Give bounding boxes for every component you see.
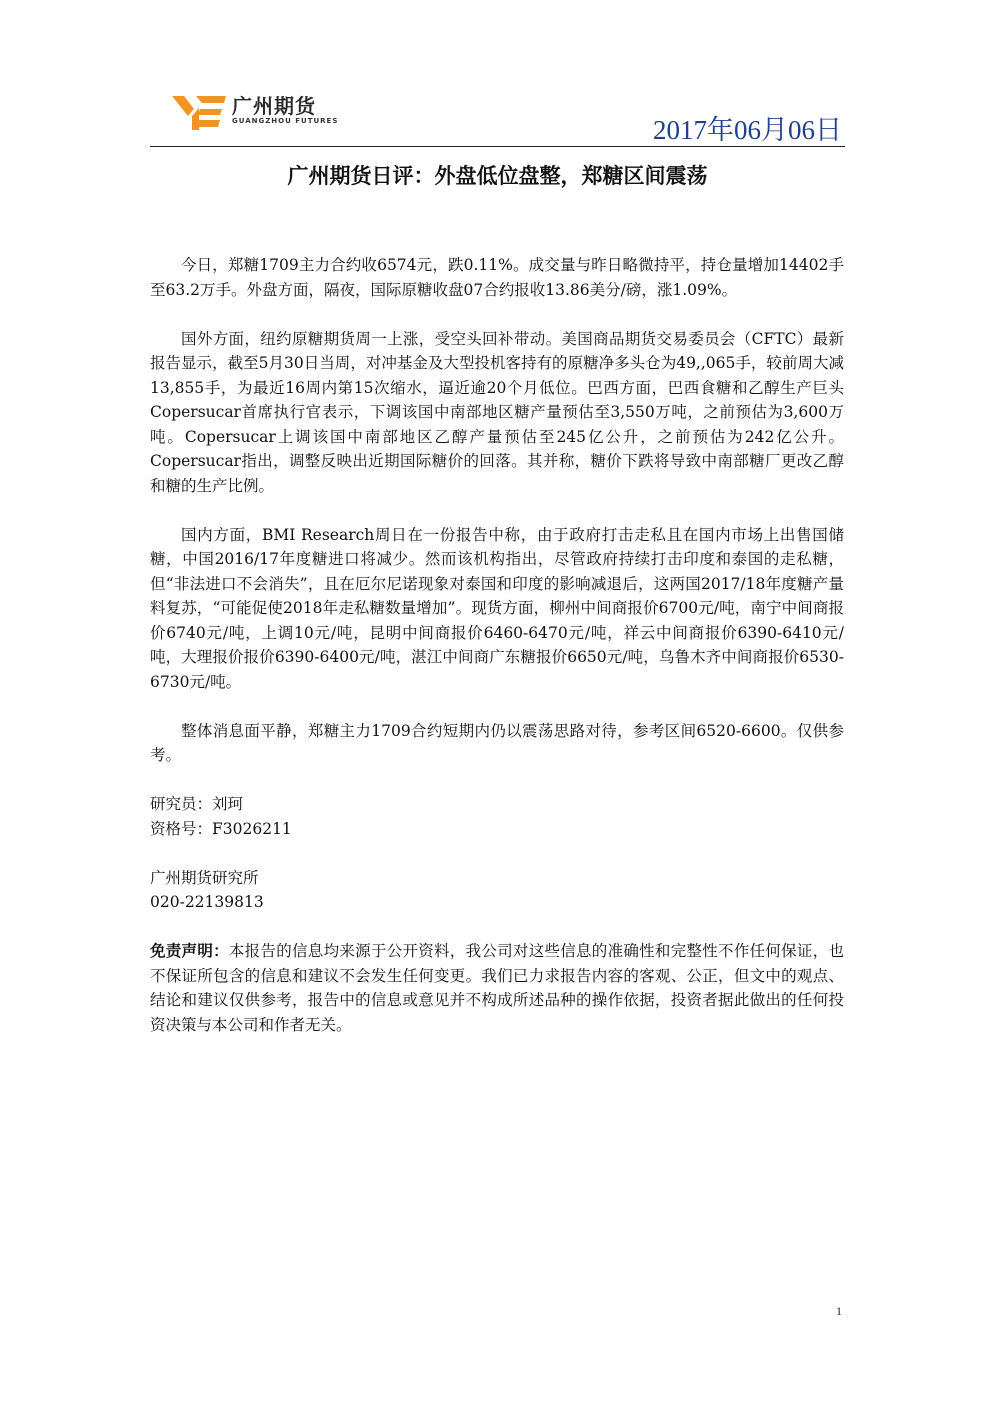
institute-phone: 020-22139813 [150, 893, 264, 911]
page-number: 1 [836, 1304, 842, 1318]
paragraph-market-summary: 今日，郑糖1709主力合约收6574元，跌0.11%。成交量与昨日略微持平，持仓量增加14402手至63.2万手。外盘方面，隔夜，国际原糖收盘07合约报收13.86美分/磅，涨1.09%。 [150, 256, 844, 299]
researcher-license: 资格号：F3026211 [150, 819, 292, 838]
paragraph-overseas: 国外方面，纽约原糖期货周一上涨，受空头回补带动。美国商品期货交易委员会（CFTC）最新报告显示，截至5月30日当周，对冲基金及大型投机客持有的原糖净多头仓为49,,065手，较前周大减13,855手，为最近16周内第15次缩水，逼近逾20个月低位。巴西方面，巴西食糖和乙醇生产巨头Copersucar首席执行官表示，下调该国中南部地区糖产量预估至3,550万吨，之前预估为3,600万吨。Copersucar上调该国中南部地区乙醇产量预估至245亿公升，之前预估为242亿公升。Copersucar指出，调整反映出近期国际糖价的回落。其并称，糖价下跌将导致中南部糖厂更改乙醇和糖的生产比例。 [150, 329, 844, 495]
disclaimer-label: 免责声明： [150, 942, 229, 960]
logo-chinese-text: 广州期货 [232, 94, 316, 118]
disclaimer [150, 939, 844, 1037]
company-logo [172, 88, 372, 132]
paragraph-outlook: 整体消息面平静，郑糖主力1709合约短期内仍以震荡思路对待，参考区间6520-6600。仅供参考。 [150, 721, 844, 764]
disclaimer-text: 本报告的信息均来源于公开资料，我公司对这些信息的准确性和完整性不作任何保证，也不保证所包含的信息和建议不会发生任何变更。我们已力求报告内容的客观、公正，但文中的观点、结论和建议仅供参考，报告中的信息或意见并不构成所述品种的操作依据，投资者据此做出的任何投资决策与本公司和作者无关。 [150, 942, 844, 1034]
report-title: 广州期货日评：外盘低位盘整，郑糖区间震荡 [287, 164, 708, 188]
report-body [150, 253, 844, 1037]
page-header [150, 84, 844, 148]
header-divider [150, 146, 845, 147]
institute-name: 广州期货研究所 [150, 868, 259, 887]
paragraph-domestic: 国内方面，BMI Research周日在一份报告中称，由于政府打击走私且在国内市场上出售国储糖，中国2016/17年度糖进口将减少。然而该机构指出，尽管政府持续打击印度和泰国的走私糖，但“非法进口不会消失”，且在厄尔尼诺现象对泰国和印度的影响减退后，这两国2017/18年度糖产量料复苏，“可能促使2018年走私糖数量增加”。现货方面，柳州中间商报价6700元/吨，南宁中间商报价6740元/吨，上调10元/吨，昆明中间商报价6460-6470元/吨，祥云中间商报价6390-6410元/吨，大理报价报价6390-6400元/吨，湛江中间商广东糖报价6650元/吨，乌鲁木齐中间商报价6530-6730元/吨。 [150, 525, 844, 691]
logo-english-text: GUANGZHOU FUTURES [232, 117, 339, 125]
researcher-name: 研究员：刘珂 [150, 795, 244, 813]
guangzhou-futures-logo-icon [172, 92, 226, 130]
report-date: 2017年06月06日 [653, 115, 842, 145]
